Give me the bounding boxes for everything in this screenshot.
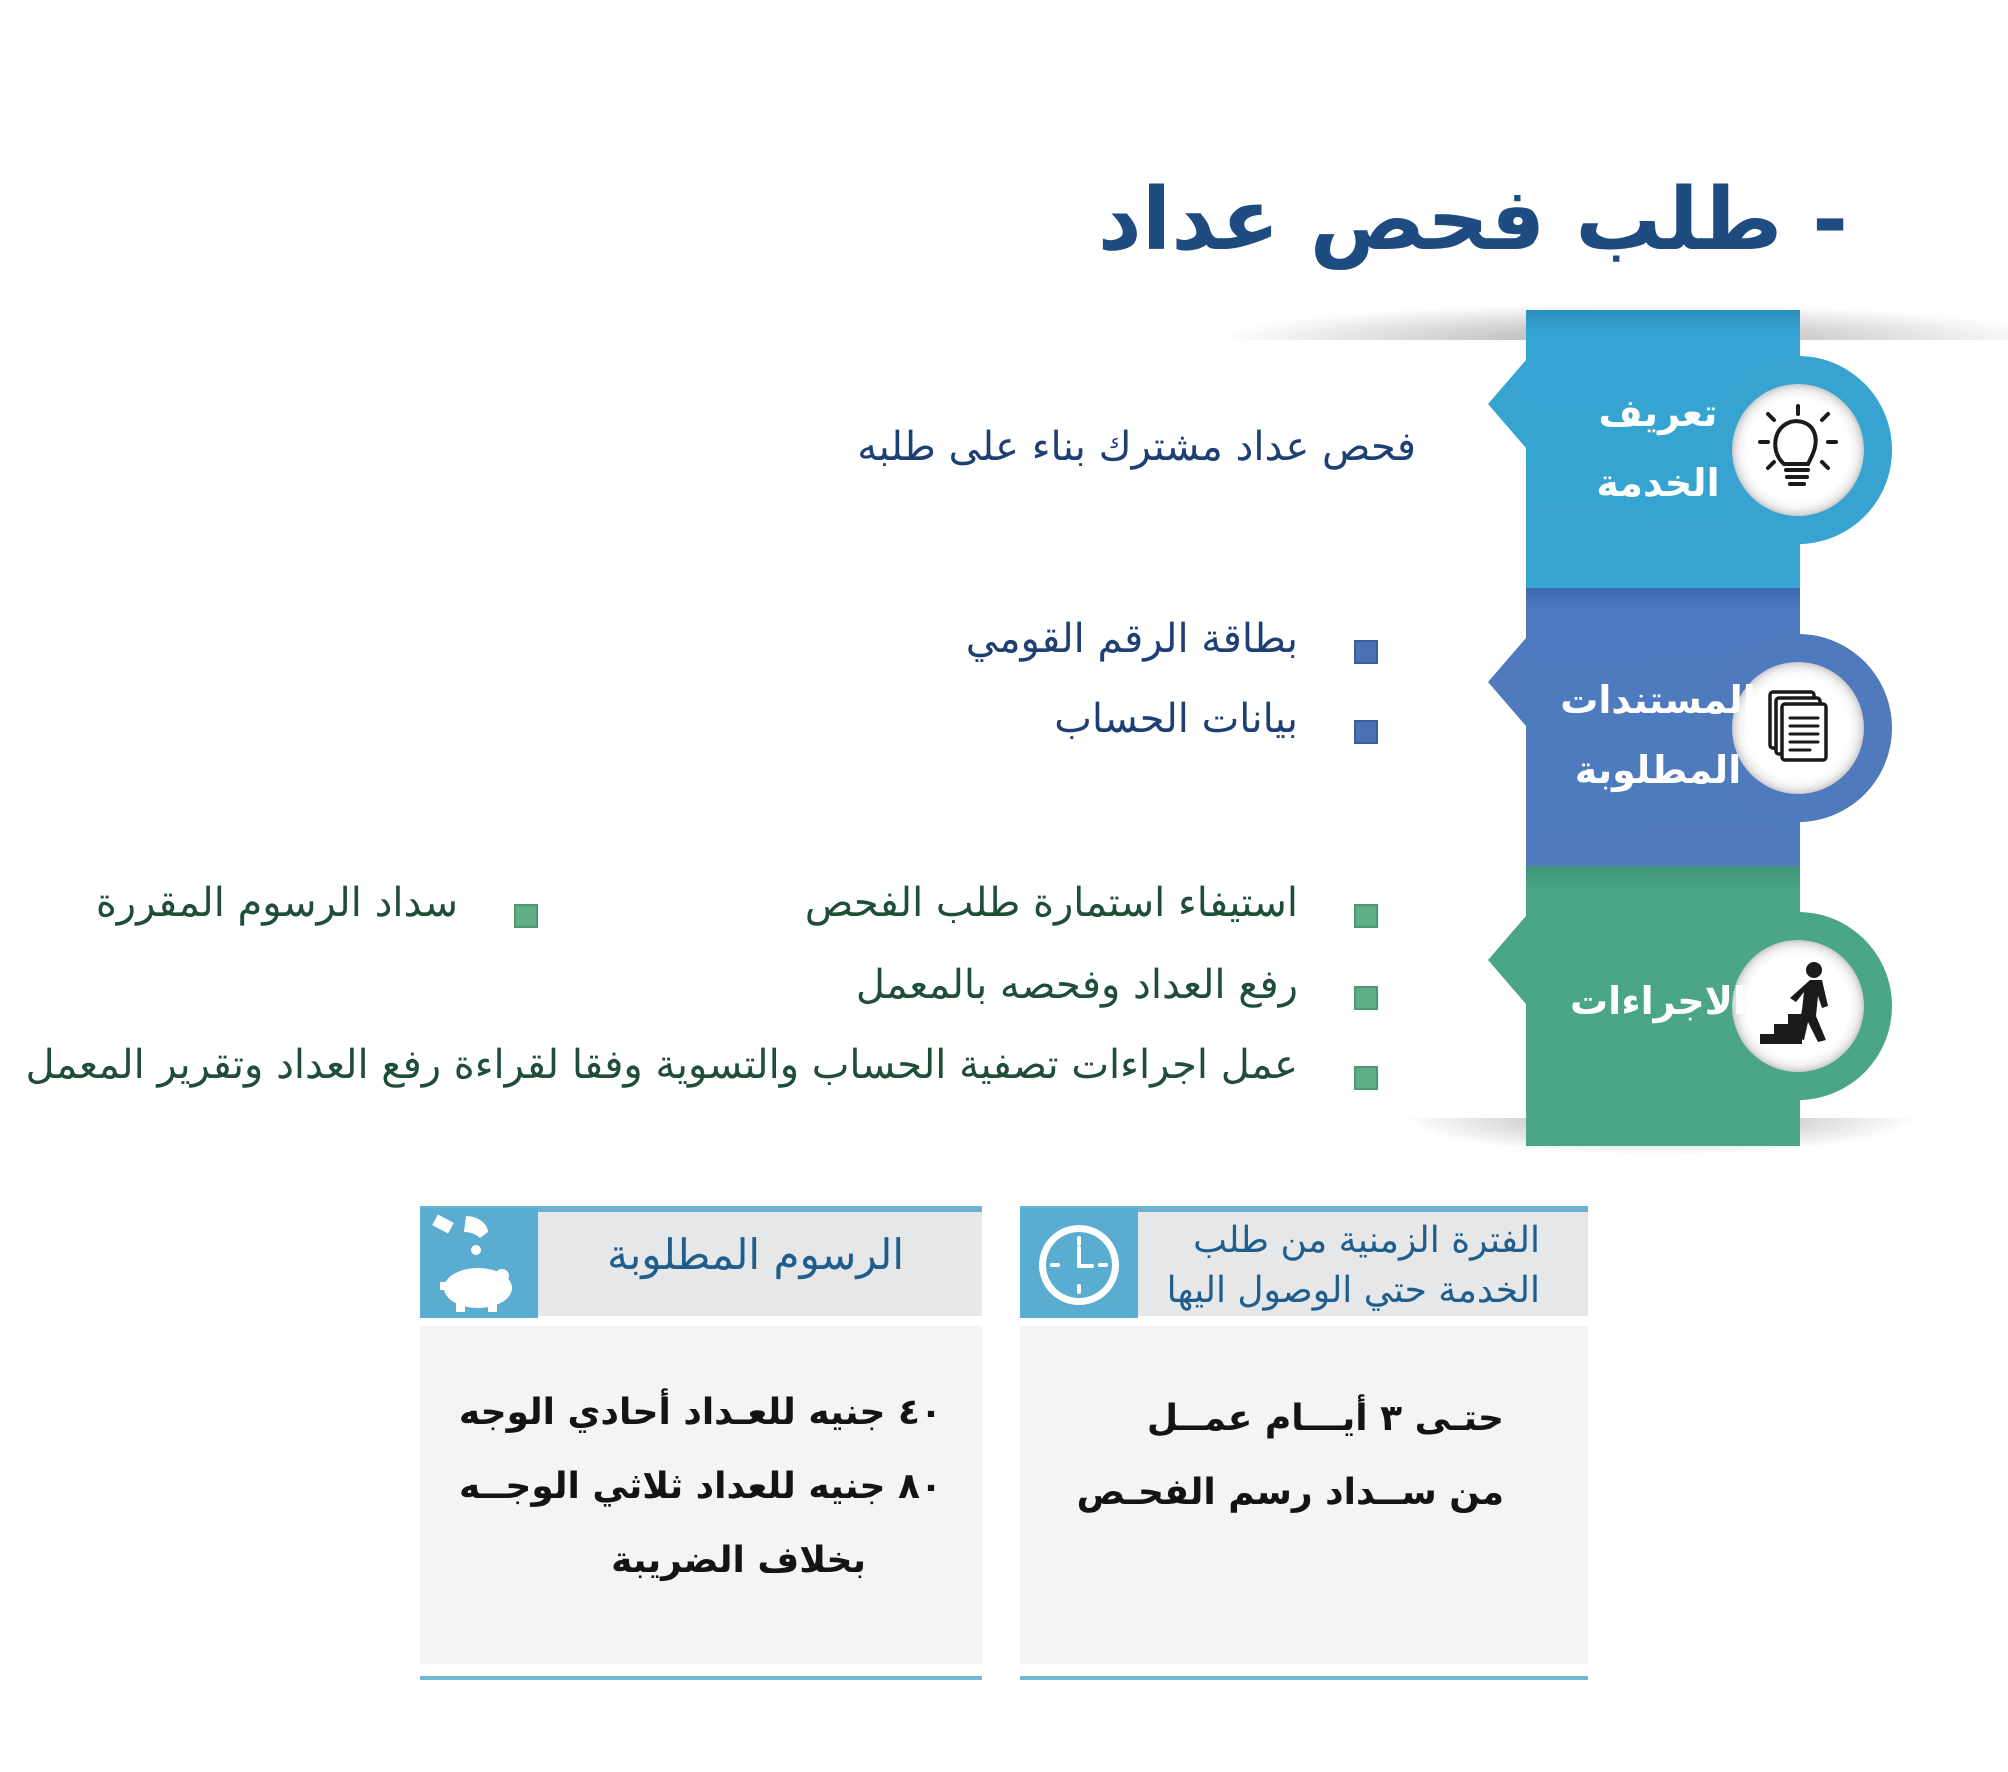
procedure-item: عمل اجراءات تصفية الحساب والتسوية وفقا لقراءة رفع العداد وتقرير المعمل: [25, 1042, 1298, 1088]
document-item: بيانات الحساب: [1054, 696, 1298, 742]
service-description: فحص عداد مشترك بناء على طلبه: [857, 424, 1416, 470]
document-item: بطاقة الرقم القومي: [965, 616, 1298, 662]
bullet-square: [1354, 1066, 1378, 1090]
time-card-title-line2: الخدمة حتي الوصول اليها: [1166, 1270, 1540, 1311]
time-line: حتـى ٣ أيـــام عمــل: [1146, 1398, 1504, 1439]
band-notch: [1488, 916, 1526, 1004]
fees-card-title: الرسوم المطلوبة: [607, 1230, 904, 1279]
documents-label-line1: المستندات: [1560, 678, 1756, 722]
time-card-bottom-rule: [1020, 1676, 1588, 1680]
bullet-square: [1354, 986, 1378, 1010]
time-card-title-line1: الفترة الزمنية من طلب: [1193, 1220, 1540, 1261]
fees-card-bottom-rule: [420, 1676, 982, 1680]
time-card-title: [1167, 1216, 1540, 1316]
bullet-square: [1354, 640, 1378, 664]
procedure-item: استيفاء استمارة طلب الفحص: [804, 880, 1298, 926]
bullet-square: [1354, 904, 1378, 928]
band-notch: [1488, 638, 1526, 726]
clock-icon: [1020, 1208, 1138, 1318]
service-label-line2: الخدمة: [1596, 461, 1720, 505]
procedures-label: الاجراءات: [1569, 979, 1746, 1023]
documents-label-line2: المطلوبة: [1574, 748, 1742, 792]
time-line: من ســداد رسم الفحـص: [1076, 1472, 1504, 1513]
required-documents-label: [1538, 665, 1778, 805]
band-notch: [1488, 360, 1526, 448]
procedure-item: سداد الرسوم المقررة: [95, 880, 458, 926]
fees-line: بخلاف الضريبة: [611, 1540, 866, 1581]
coin-piggy-bank-icon: [420, 1208, 538, 1318]
service-definition-label: [1538, 378, 1778, 518]
bullet-square: [1354, 720, 1378, 744]
fees-line: ٨٠ جنيه للعداد ثلاثي الوجــه: [458, 1466, 942, 1507]
bullet-square: [514, 904, 538, 928]
page-title: - طلب فحص عداد: [1097, 170, 1848, 270]
fees-line: ٤٠ جنيه للعـداد أحادي الوجه: [458, 1392, 942, 1433]
service-label-line1: تعريف: [1598, 391, 1718, 435]
procedure-item: رفع العداد وفحصه بالمعمل: [855, 962, 1298, 1008]
